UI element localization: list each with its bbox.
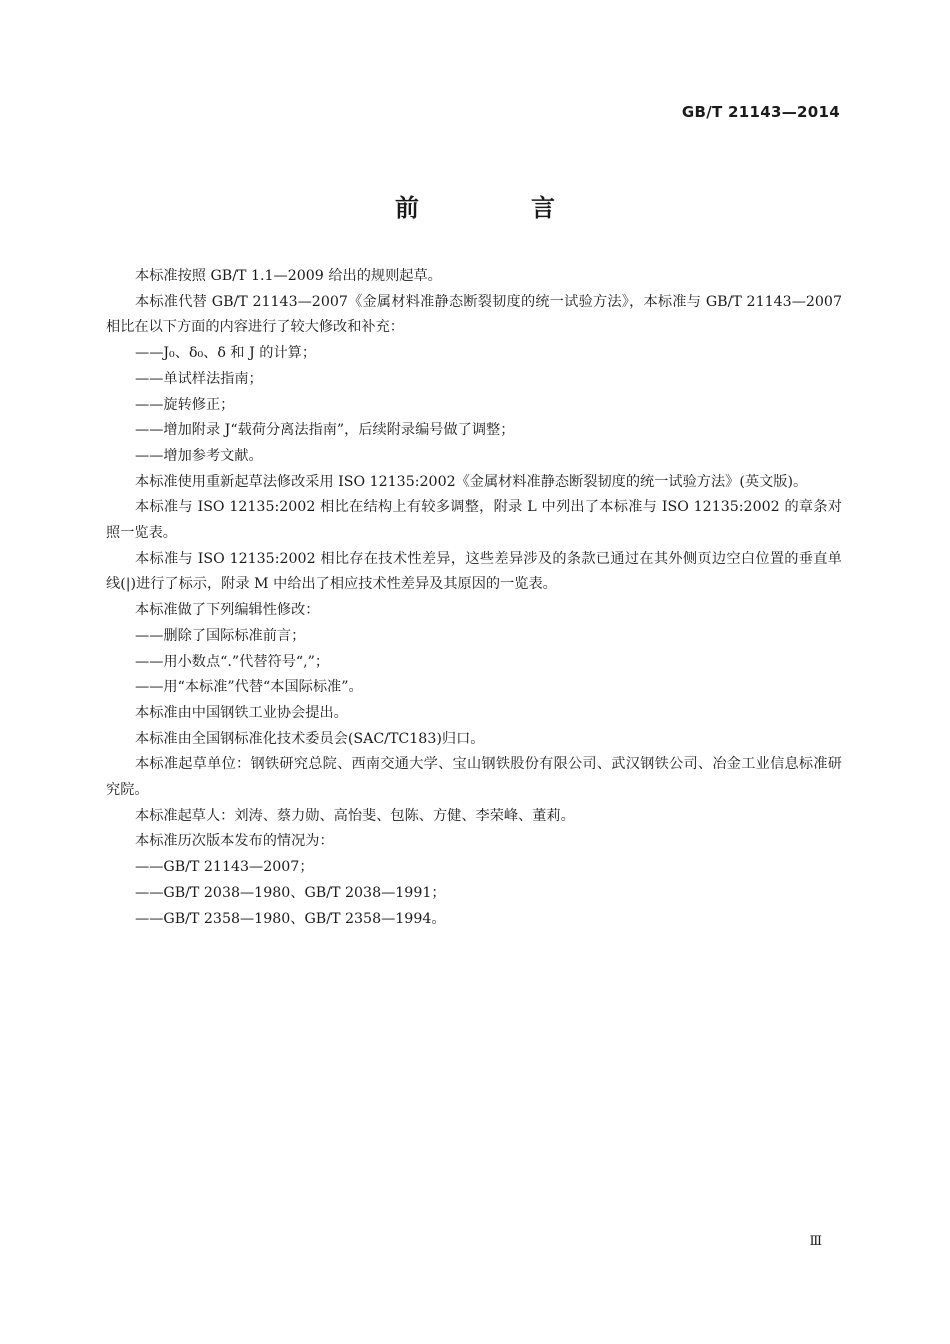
paragraph: 本标准历次版本发布的情况为：: [135, 833, 334, 850]
dash-list-item: ——增加附录 J“载荷分离法指南”，后续附录编号做了调整；: [135, 422, 515, 439]
standard-number: GB/T 21143—2014: [681, 103, 840, 121]
dash-list-item: ——删除了国际标准前言；: [135, 627, 306, 644]
dash-list-item: ——GB/T 2358—1980、GB/T 2358—1994。: [135, 910, 446, 927]
paragraph: 本标准做了下列编辑性修改：: [135, 602, 320, 619]
dash-list-item: ——GB/T 2038—1980、GB/T 2038—1991；: [135, 884, 446, 901]
paragraph: 本标准使用重新起草法修改采用 ISO 12135:2002《金属材料准静态断裂韧度的统一试验方法》(英文版)。: [135, 473, 808, 490]
paragraph: 本标准代替 GB/T 21143—2007《金属材料准静态断裂韧度的统一试验方法》，本标准与 GB/T 21143—2007 相比在以下方面的内容进行了较大修改和补充：: [106, 293, 842, 336]
preface-body: [106, 264, 842, 932]
paragraph: 本标准按照 GB/T 1.1—2009 给出的规则起草。: [135, 268, 442, 284]
paragraph: 本标准起草人：刘涛、蔡力勋、高怡斐、包陈、方健、李荣峰、董莉。: [135, 807, 575, 824]
dash-list-item: ——用小数点“.”代替符号“,”；: [135, 653, 330, 670]
dash-list-item: ——单试样法指南；: [135, 370, 263, 387]
dash-list-item: ——增加参考文献。: [135, 447, 263, 464]
paragraph: 本标准与 ISO 12135:2002 相比在结构上有较多调整，附录 L 中列出了本标准与 ISO 12135:2002 的章条对照一览表。: [106, 499, 842, 542]
page-number: Ⅲ: [809, 1234, 822, 1249]
paragraph: 本标准与 ISO 12135:2002 相比存在技术性差异，这些差异涉及的条款已通过在其外侧页边空白位置的垂直单线(|)进行了标示，附录 M 中给出了相应技术性差异及其原因的一览表。: [106, 550, 842, 593]
dash-list-item: ——GB/T 21143—2007；: [135, 859, 314, 876]
page-title: 前 言: [395, 194, 599, 222]
dash-list-item: ——J₀、δ₀、δ 和 J 的计算；: [135, 345, 317, 362]
paragraph: 本标准由全国钢标准化技术委员会(SAC/TC183)归口。: [135, 730, 485, 747]
paragraph: 本标准由中国钢铁工业协会提出。: [135, 704, 348, 721]
dash-list-item: ——旋转修正；: [135, 396, 235, 413]
paragraph: 本标准起草单位：钢铁研究总院、西南交通大学、宝山钢铁股份有限公司、武汉钢铁公司、冶金工业信息标准研究院。: [106, 756, 842, 799]
dash-list-item: ——用“本标准”代替“本国际标准”。: [135, 679, 363, 696]
